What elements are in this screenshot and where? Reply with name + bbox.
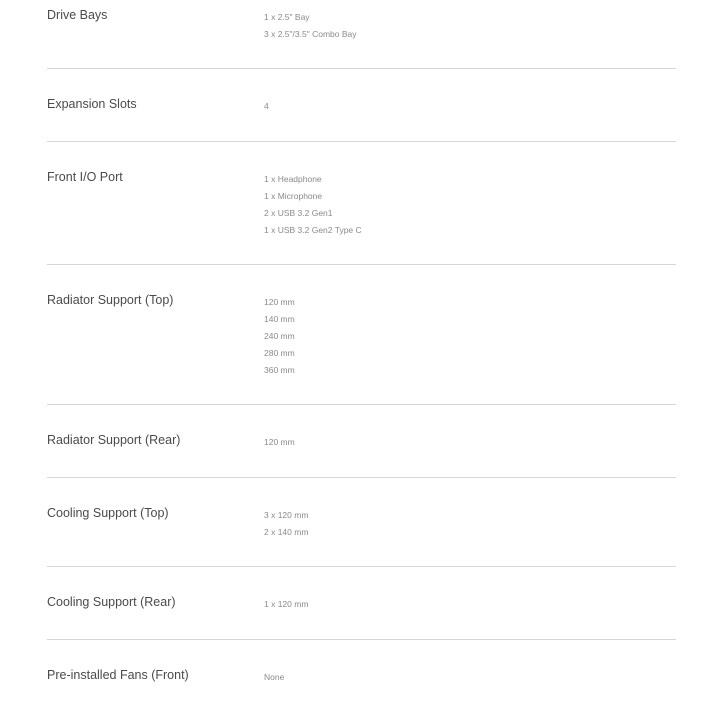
spec-values bbox=[264, 507, 308, 541]
spec-value: 1 x 120 mm bbox=[264, 599, 309, 609]
spec-label: Pre-installed Fans (Front) bbox=[47, 668, 189, 682]
spec-label: Radiator Support (Top) bbox=[47, 293, 174, 307]
spec-label: Cooling Support (Rear) bbox=[47, 595, 176, 609]
spec-value: 120 mm bbox=[264, 437, 295, 447]
spec-values bbox=[264, 669, 284, 686]
row-divider bbox=[47, 404, 676, 405]
spec-value: 280 mm bbox=[264, 348, 295, 358]
row-divider bbox=[47, 264, 676, 265]
spec-label: Cooling Support (Top) bbox=[47, 506, 169, 520]
row-divider bbox=[47, 68, 676, 69]
spec-values bbox=[264, 98, 269, 115]
spec-value: 1 x Headphone bbox=[264, 174, 322, 184]
spec-label: Expansion Slots bbox=[47, 97, 137, 111]
spec-value: 1 x 2.5" Bay bbox=[264, 12, 310, 22]
spec-value: 120 mm bbox=[264, 297, 295, 307]
spec-values bbox=[264, 9, 357, 43]
row-divider bbox=[47, 141, 676, 142]
spec-value: 4 bbox=[264, 101, 269, 111]
spec-value: 3 x 2.5"/3.5" Combo Bay bbox=[264, 29, 357, 39]
spec-value: 240 mm bbox=[264, 331, 295, 341]
row-divider bbox=[47, 639, 676, 640]
spec-label: Radiator Support (Rear) bbox=[47, 433, 181, 447]
spec-value: 140 mm bbox=[264, 314, 295, 324]
spec-values bbox=[264, 171, 362, 239]
spec-label: Drive Bays bbox=[47, 8, 108, 22]
spec-value: 2 x USB 3.2 Gen1 bbox=[264, 208, 333, 218]
spec-value: 3 x 120 mm bbox=[264, 510, 309, 520]
spec-value: None bbox=[264, 672, 285, 682]
spec-values bbox=[264, 294, 295, 379]
spec-value: 360 mm bbox=[264, 365, 295, 375]
row-divider bbox=[47, 477, 676, 478]
spec-values bbox=[264, 434, 295, 451]
spec-value: 2 x 140 mm bbox=[264, 527, 309, 537]
row-divider bbox=[47, 566, 676, 567]
spec-values bbox=[264, 596, 308, 613]
spec-value: 1 x USB 3.2 Gen2 Type C bbox=[264, 225, 362, 235]
spec-label: Front I/O Port bbox=[47, 170, 123, 184]
spec-value: 1 x Microphone bbox=[264, 191, 323, 201]
